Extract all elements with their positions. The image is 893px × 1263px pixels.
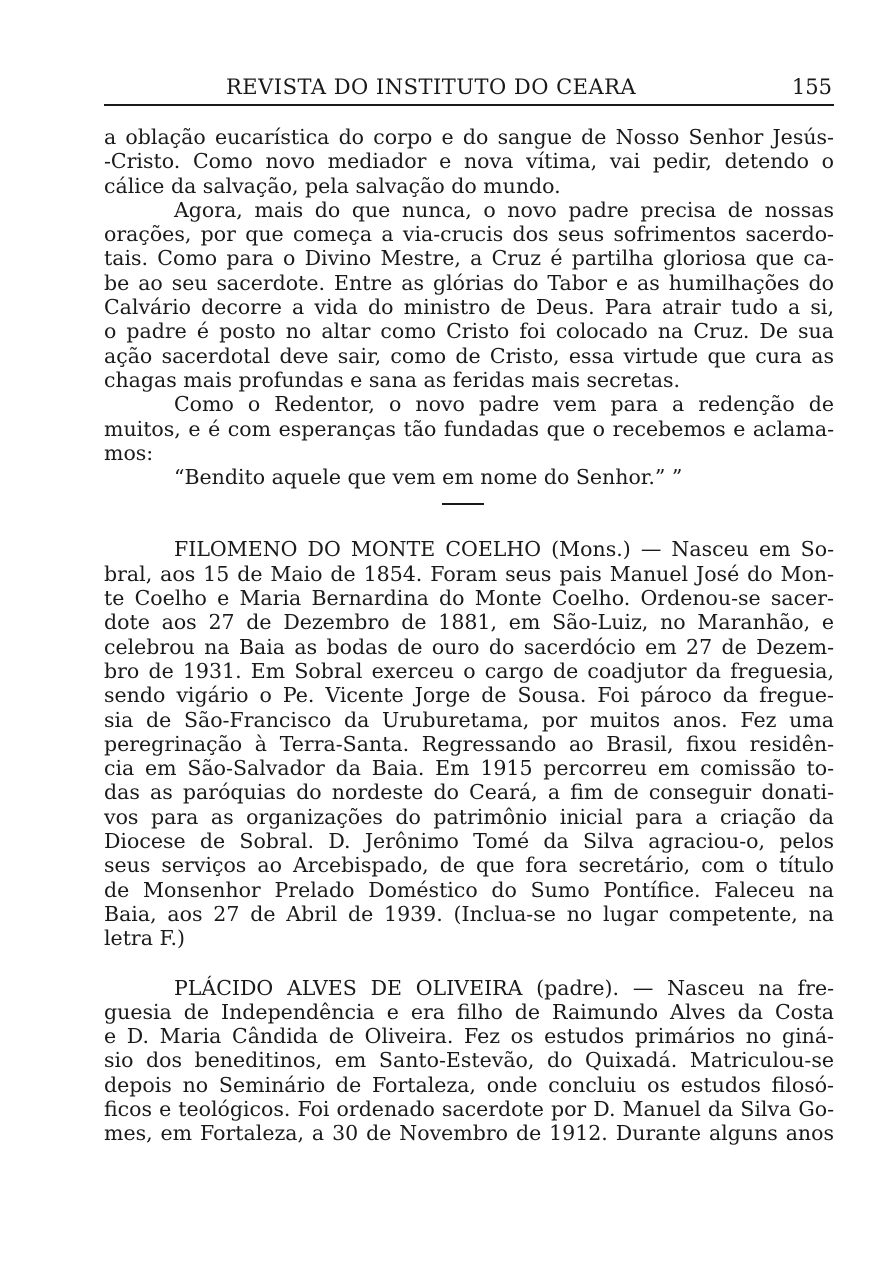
text-line: orações, por que começa a via-crucis dos seus sofrimentos sacerdo- [104, 222, 834, 247]
text-line: te Coelho e Maria Bernardina do Monte Coelho. Ordenou-se sacer- [104, 586, 834, 611]
text-line: sendo vigário o Pe. Vicente Jorge de Sousa. Foi pároco da fregue- [104, 683, 834, 708]
running-title: REVISTA DO INSTITUTO DO CEARA [226, 75, 637, 99]
text-line: depois no Seminário de Fortaleza, onde concluiu os estudos filosó- [104, 1072, 834, 1097]
text-line: de Monsenhor Prelado Doméstico do Sumo Pontífice. Faleceu na [104, 877, 834, 902]
quoted-line: “Bendito aquele que vem em nome do Senhor.” ” [174, 465, 683, 490]
text-line: Diocese de Sobral. D. Jerônimo Tomé da Silva agraciou-o, pelos [104, 829, 834, 854]
text-line: a oblação eucarística do corpo e do sangue de Nosso Senhor Jesús- [104, 125, 834, 149]
text-line: letra F.) [104, 926, 186, 951]
text-line: guesia de Independência e era filho de Raimundo Alves da Costa [104, 999, 834, 1024]
entry-heading-line: FILOMENO DO MONTE COELHO (Mons.) — Nasceu em So- [174, 537, 834, 562]
text-line: cálice da salvação, pela salvação do mundo. [104, 173, 561, 198]
text-line: ficos e teológicos. Foi ordenado sacerdote por D. Manuel da Silva Go- [104, 1096, 834, 1121]
text-line: Baia, aos 27 de Abril de 1939. (Inclua-se no lugar competente, na [104, 901, 834, 926]
text-line: tais. Como para o Divino Mestre, a Cruz é partilha gloriosa que ca- [104, 246, 834, 271]
text-line: Como o Redentor, o novo padre vem para a redenção de [174, 392, 834, 417]
text-line: mos: [104, 440, 154, 465]
page-number: 155 [791, 75, 832, 99]
text-line: o padre é posto no altar como Cristo foi colocado na Cruz. De sua [104, 319, 834, 344]
text-line: cia em São-Salvador da Baia. Em 1915 percorreu em comissão to- [104, 756, 834, 781]
text-line: be ao seu sacerdote. Entre as glórias do Tabor e as humilhações do [104, 270, 834, 295]
text-line: Agora, mais do que nunca, o novo padre precisa de nossas [174, 197, 834, 222]
text-line: das as paróquias do nordeste do Ceará, a fim de conseguir donati- [104, 780, 834, 805]
text-line: bro de 1931. Em Sobral exerceu o cargo de coadjutor da freguesia, [104, 658, 834, 683]
text-line: ação sacerdotal deve sair, como de Cristo, essa virtude que cura as [104, 343, 834, 368]
text-line: peregrinação à Terra-Santa. Regressando ao Brasil, fixou residên- [104, 731, 834, 756]
text-line: Calvário decorre a vida do ministro de Deus. Para atrair tudo a si, [104, 295, 834, 320]
text-line: chagas mais profundas e sana as feridas mais secretas. [104, 367, 681, 392]
text-line: e D. Maria Cândida de Oliveira. Fez os estudos primários no giná- [104, 1024, 834, 1049]
page-header [104, 74, 834, 106]
text-line: muitos, e é com esperanças tão fundadas que o recebemos e aclama- [104, 416, 834, 441]
text-line: sio dos beneditinos, em Santo-Estevão, do Quixadá. Matriculou-se [104, 1048, 834, 1073]
entry-placido [104, 976, 834, 1146]
text-line: sia de São-Francisco da Uruburetama, por muitos anos. Fez uma [104, 707, 834, 732]
entry-heading-line: PLÁCIDO ALVES DE OLIVEIRA (padre). — Nasceu na fre- [174, 975, 834, 1000]
text-line: vos para as organizações do patrimônio inicial para a criação da [104, 804, 834, 829]
text-line: celebrou na Baia as bodas de ouro do sacerdócio em 27 de Dezem- [104, 634, 834, 659]
text-line: mes, em Fortaleza, a 30 de Novembro de 1912. Durante alguns anos [104, 1121, 834, 1146]
text-line: seus serviços ao Arcebispado, de que fora secretário, com o título [104, 853, 834, 878]
entry-filomeno [104, 537, 834, 950]
text-line: -Cristo. Como novo mediador e nova vítima, vai pedir, detendo o [104, 149, 834, 174]
page-body [104, 125, 834, 1146]
continuation-paragraphs [104, 125, 834, 489]
text-line: bral, aos 15 de Maio de 1854. Foram seus pais Manuel José do Mon- [104, 561, 834, 586]
text-line: dote aos 27 de Dezembro de 1881, em São-Luiz, no Maranhão, e [104, 610, 834, 635]
